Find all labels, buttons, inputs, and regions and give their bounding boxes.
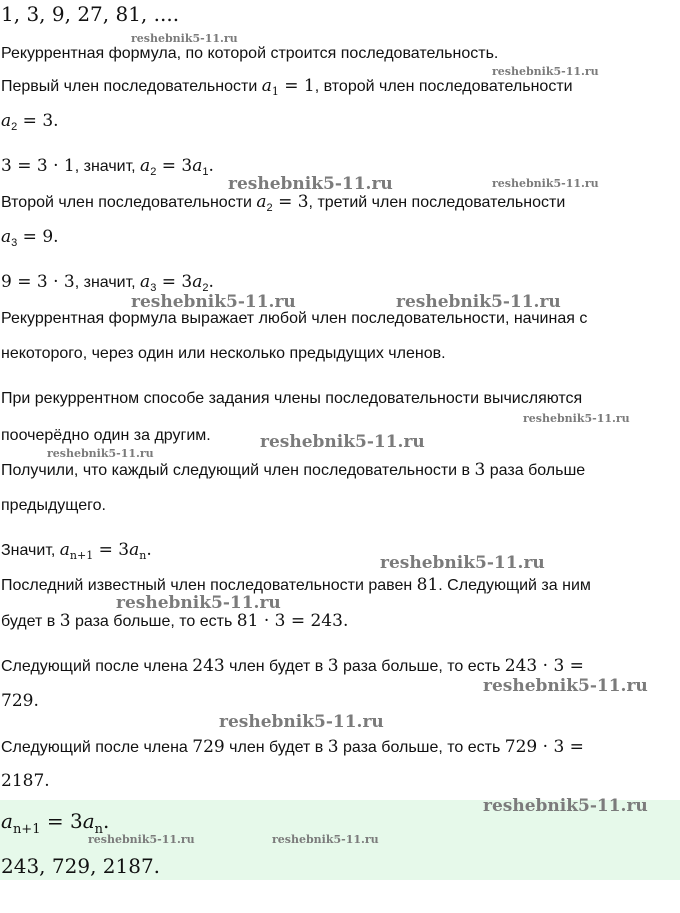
watermark: reshebnik5-11.ru (396, 292, 561, 312)
watermark: reshebnik5-11.ru (492, 177, 599, 190)
paragraph-conclusion-line2: предыдущего. (1, 497, 106, 514)
paragraph-first-term: Первый член последовательности $a_1 = 1$, второй член последовательности (1, 76, 573, 98)
paragraph-9-eq-3x3: 9 = 3 · 3, значит, $a_3 = 3a_2$. (1, 272, 214, 294)
paragraph-definition-line2: некоторого, через один или несколько предыдущих членов. (1, 345, 446, 362)
paragraph-second-term-value: $a_2 = 3$. (1, 111, 59, 133)
watermark: reshebnik5-11.ru (88, 833, 195, 846)
paragraph-third-term-value: $a_3 = 9$. (1, 227, 59, 249)
sequence-line (1, 4, 179, 24)
paragraph-next-729-line1: Следующий после члена 243 член будет в 3 раза больше, то есть 243 · 3 = (1, 656, 584, 676)
watermark: reshebnik5-11.ru (260, 432, 425, 452)
watermark: reshebnik5-11.ru (483, 796, 648, 816)
watermark: reshebnik5-11.ru (492, 65, 599, 78)
watermark: reshebnik5-11.ru (483, 676, 648, 696)
paragraph-next-729-line2: 729. (1, 691, 39, 711)
paragraph-definition-line1: Рекуррентная формула выражает любой член последовательности, начиная с (1, 310, 588, 327)
watermark: reshebnik5-11.ru (131, 292, 296, 312)
watermark: reshebnik5-11.ru (47, 447, 154, 460)
paragraph-method-line1: При рекуррентном способе задания члены последовательности вычисляются (1, 390, 583, 407)
watermark: reshebnik5-11.ru (228, 174, 393, 194)
paragraph-formula: Значит, $a_{n+1} = 3a_n$. (1, 540, 152, 562)
answer-formula: $a_{n+1} = 3a_n$. (1, 809, 110, 837)
watermark: reshebnik5-11.ru (272, 833, 379, 846)
watermark: reshebnik5-11.ru (116, 593, 281, 613)
watermark: reshebnik5-11.ru (523, 412, 630, 425)
paragraph-next-2187-line2: 2187. (1, 771, 50, 791)
answer-values: 243, 729, 2187. (1, 854, 161, 878)
watermark: reshebnik5-11.ru (219, 712, 384, 732)
paragraph-next-243-line2: будет в 3 раза больше, то есть 81 · 3 = 243. (1, 611, 349, 631)
paragraph-recurrent-formula: Рекуррентная формула, по которой строится последовательность. (1, 45, 499, 62)
paragraph-method-line2: поочерёдно один за другим. (1, 427, 211, 444)
watermark: reshebnik5-11.ru (380, 553, 545, 573)
paragraph-conclusion-line1: Получили, что каждый следующий член последовательности в 3 раза больше (1, 460, 586, 480)
paragraph-next-243-line1: Последний известный член последовательности равен 81. Следующий за ним (1, 575, 591, 595)
paragraph-3-eq-3x1: 3 = 3 · 1, значит, $a_2 = 3a_1$. (1, 156, 214, 178)
watermark: reshebnik5-11.ru (131, 32, 238, 45)
paragraph-next-2187-line1: Следующий после члена 729 член будет в 3 раза больше, то есть 729 · 3 = (1, 737, 584, 757)
sequence-text: 1, 3, 9, 27, 81, .... (1, 2, 180, 26)
paragraph-third-term: Второй член последовательности $a_2 = 3$, третий член последовательности (1, 192, 566, 214)
